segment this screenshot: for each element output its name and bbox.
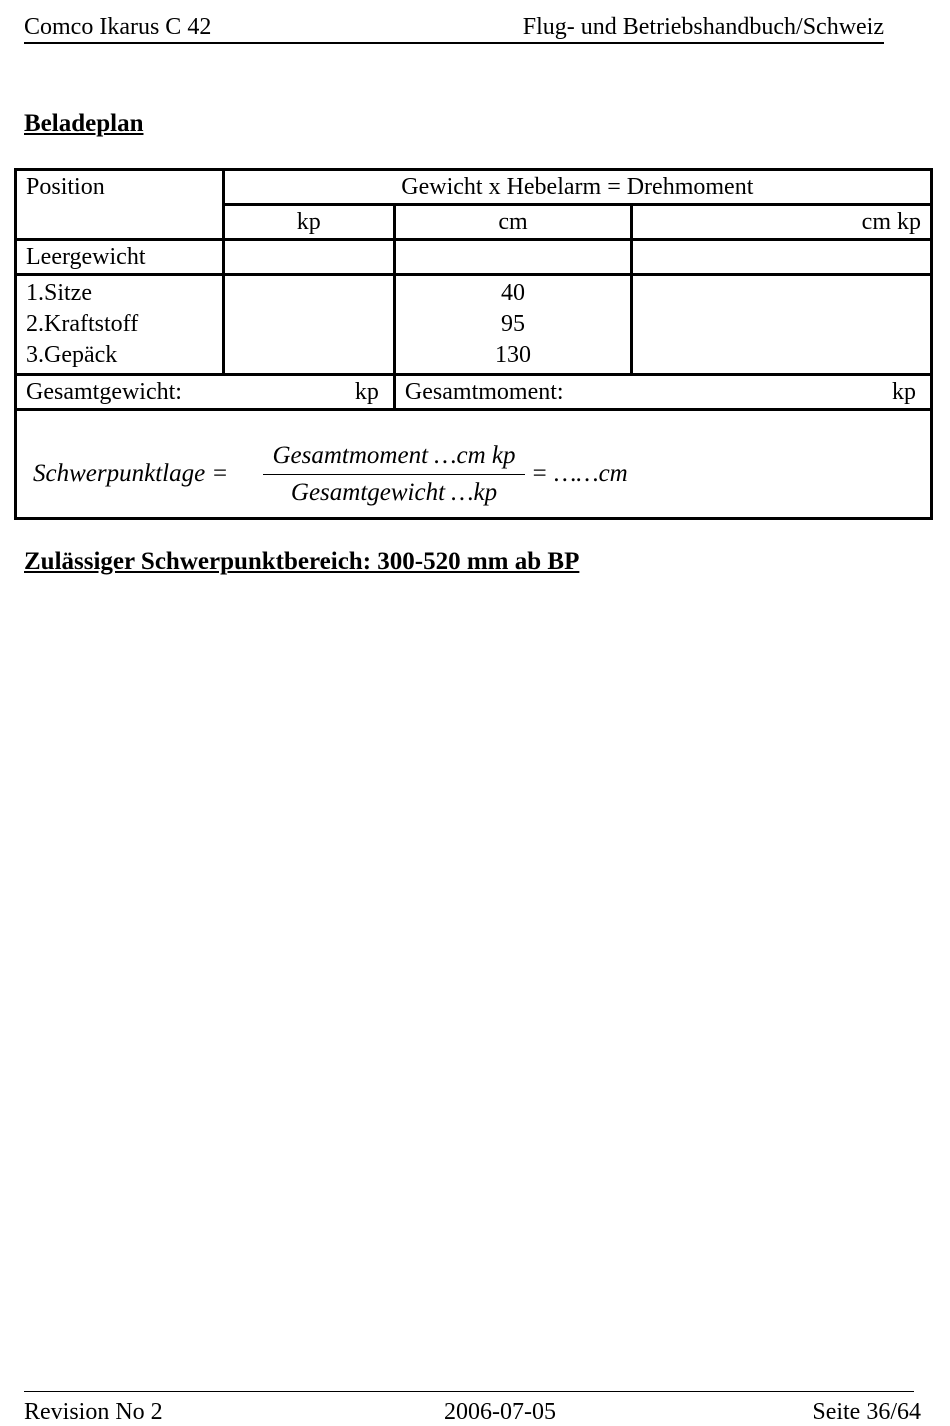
formula-numerator: Gesamtmoment …cm kp	[263, 441, 525, 475]
header-aircraft: Comco Ikarus C 42	[24, 14, 212, 40]
loading-plan-table	[14, 168, 933, 520]
header-manual-title: Flug- und Betriebshandbuch/Schweiz	[522, 14, 884, 40]
item-arm: 40	[501, 280, 525, 306]
total-weight-unit: kp	[354, 379, 379, 405]
empty-weight-moment	[632, 240, 932, 275]
item-weights	[223, 275, 394, 375]
item-arm: 95	[501, 311, 525, 337]
total-moment-cell	[394, 375, 931, 410]
total-weight-cell	[16, 375, 395, 410]
total-weight-label: Gesamtgewicht:	[26, 379, 182, 405]
page-header	[24, 12, 884, 43]
item-label: 2.Kraftstoff	[26, 311, 139, 337]
calc-header: Gewicht x Hebelarm = Drehmoment	[223, 170, 931, 205]
formula-lhs: Schwerpunktlage =	[33, 460, 229, 487]
item-arms	[394, 275, 631, 375]
item-labels	[16, 275, 224, 375]
formula-rhs: = ……cm	[531, 460, 628, 487]
formula-denominator: Gesamtgewicht …kp	[290, 479, 498, 506]
section-title: Beladeplan	[24, 110, 144, 137]
footer-page-number: Seite 36/64	[812, 1399, 921, 1425]
item-moments	[632, 275, 932, 375]
cg-range-title: Zulässiger Schwerpunktbereich: 300-520 mm ab BP	[24, 548, 580, 575]
unit-weight: kp	[223, 205, 394, 240]
footer-date: 2006-07-05	[444, 1399, 556, 1425]
total-moment-unit: kp	[892, 379, 916, 405]
total-moment-label: Gesamtmoment:	[404, 379, 564, 405]
item-arm: 130	[495, 342, 531, 368]
item-label: 1.Sitze	[26, 280, 92, 306]
header-divider	[24, 43, 884, 44]
item-label: 3.Gepäck	[26, 342, 118, 368]
footer-revision: Revision No 2	[24, 1399, 163, 1425]
empty-weight-value	[223, 240, 394, 275]
unit-moment: cm kp	[632, 205, 932, 240]
empty-weight-arm	[394, 240, 631, 275]
cg-formula-cell	[16, 410, 932, 519]
footer-divider	[24, 1391, 914, 1392]
empty-weight-label: Leergewicht	[16, 240, 224, 275]
formula-fraction	[263, 441, 525, 508]
unit-arm: cm	[394, 205, 631, 240]
position-header: Position	[16, 170, 224, 240]
